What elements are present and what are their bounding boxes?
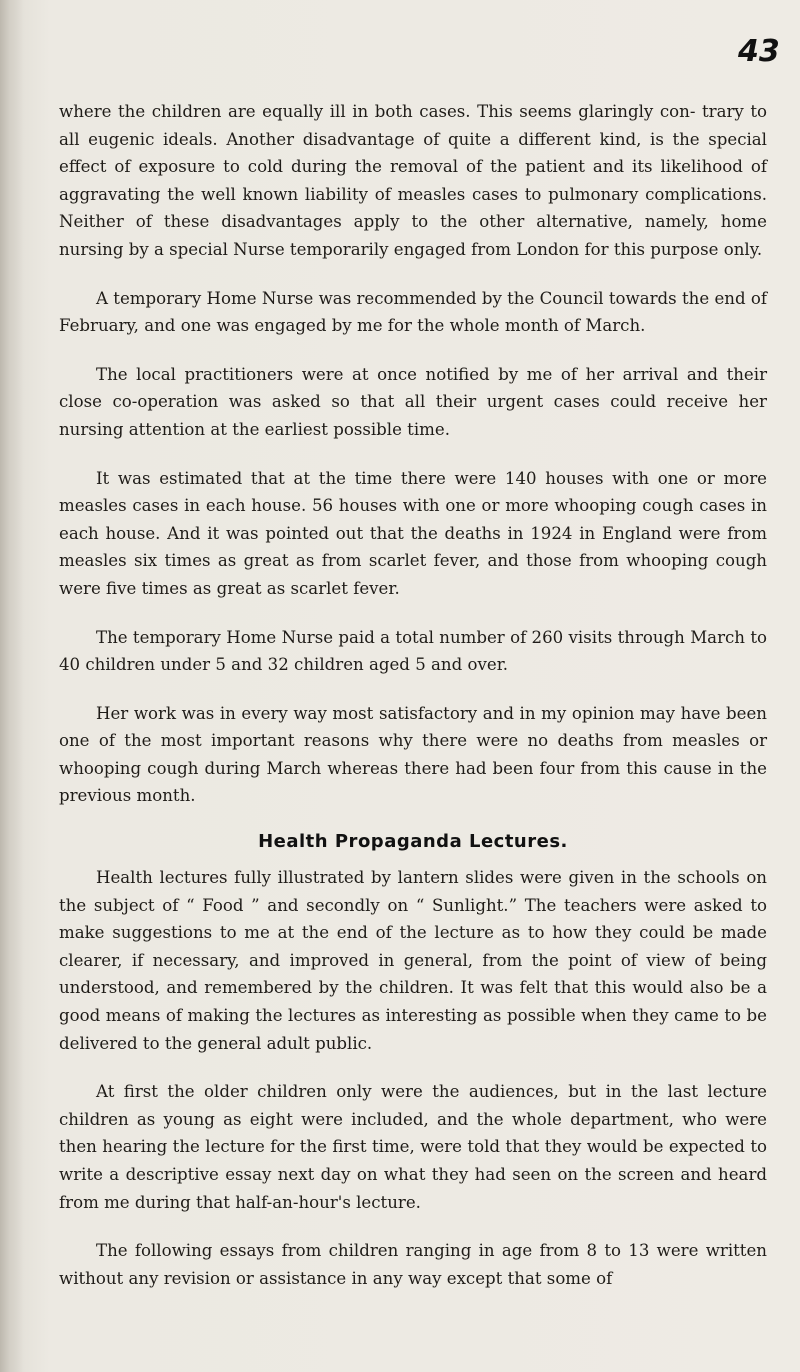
paragraph-health-lectures: Health lectures fully illustrated by lantern slides were given in the schools on the subject of “ Food ” and secondly on “ Sunlight.” The teachers were asked to make suggestions to me at the end of the lecture as to how they could be made clearer, if necessary, and improved in general, from the point of view of being understood, and remembered by the children. It was felt that this would also be a good means of making the lectures as interesting as possible when they came to be delivered to the general adult public. [59, 868, 767, 1053]
paragraph-continuation: where the children are equally ill in both cases. This seems glaringly con- trary to all eugenic ideals. Another disadvantage of quite a different kind, is the special effect of exposure to cold during the removal of the patient and its likelihood of aggravating the well known liability of measles cases to pulmonary complications. Neither of these disadvantages apply to the other alternative, namely, home nursing by a special Nurse temporarily engaged from London for this purpose only. [59, 102, 767, 259]
page-body [59, 98, 767, 1313]
paragraph-home-nurse-recommended: A temporary Home Nurse was recommended by the Council towards the end of February, and one was engaged by me for the whole month of March. [59, 288, 767, 336]
paragraph-visits-total: The temporary Home Nurse paid a total number of 260 visits through March to 40 children under 5 and 32 children aged 5 and over. [59, 627, 767, 675]
binding-gutter [0, 0, 24, 1372]
paragraph-work-satisfactory: Her work was in every way most satisfactory and in my opinion may have been one of the most important reasons why there were no deaths from measles or whooping cough during March whereas there had been four from this cause in the previous month. [59, 703, 767, 806]
paragraph-estimated-houses: It was estimated that at the time there were 140 houses with one or more measles cases in each house. 56 houses with one or more whooping cough cases in each house. And it was pointed out that the deaths in 1924 in England were from measles six times as great as from scarlet fever, and those from whooping cough were five times as great as scarlet fever. [59, 468, 767, 598]
paragraph-practitioners-notified: The local practitioners were at once notified by me of her arrival and their close co-operation was asked so that all their urgent cases could receive her nursing attention at the earliest possible time. [59, 364, 767, 439]
section-heading: Health Propaganda Lectures. [258, 831, 568, 853]
page-number: 43 [738, 34, 780, 69]
paragraph-older-children: At first the older children only were the audiences, but in the last lecture children as young as eight were included, and the whole department, who were then hearing the lecture for the first time, were told that they would be expected to write a descriptive essay next day on what they had seen on the screen and heard from me during that half-an-hour's lecture. [59, 1082, 767, 1212]
paragraph-following-essays: The following essays from children ranging in age from 8 to 13 were written without any revision or assistance in any way except that some of [59, 1241, 767, 1288]
